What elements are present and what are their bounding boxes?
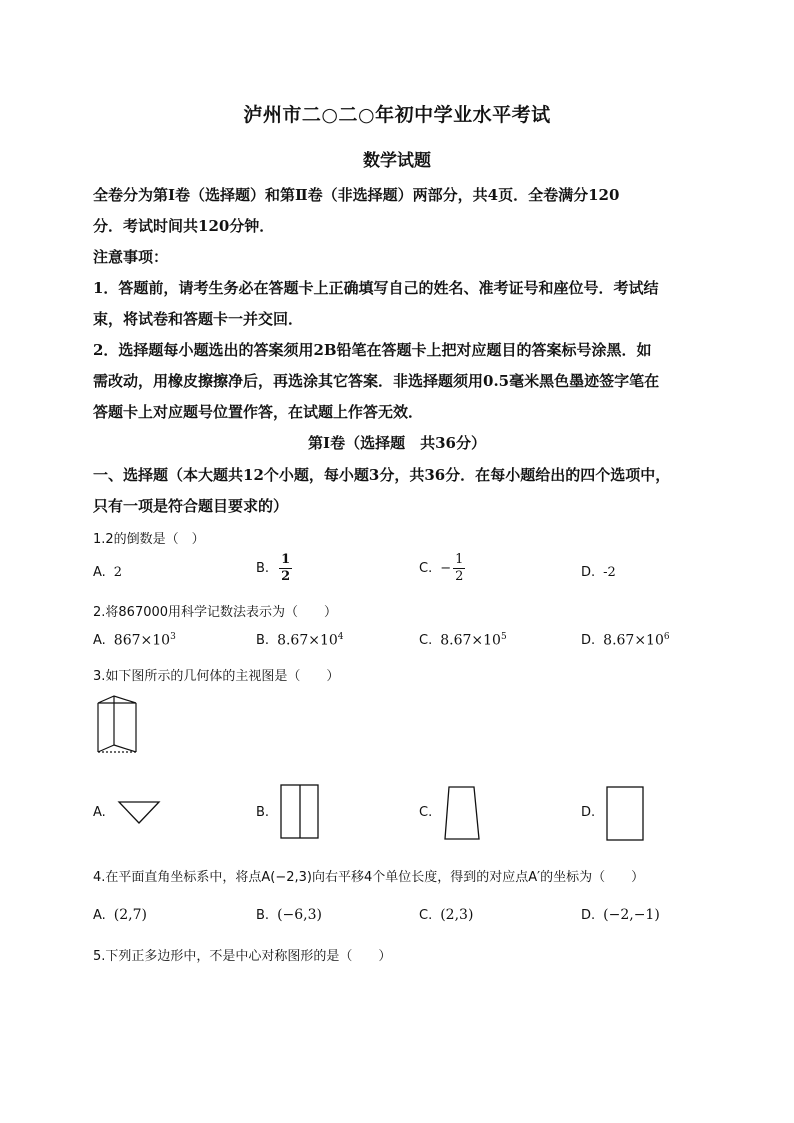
option-label: A.: [93, 565, 106, 580]
notice-title: 注意事项：: [93, 248, 169, 266]
q1-option-a: [93, 565, 122, 580]
option-text: 2: [113, 565, 123, 580]
q3-option-a: [93, 805, 114, 820]
section-title: 第Ⅰ卷（选择题 共36分）: [308, 434, 486, 452]
option-label: D.: [581, 805, 596, 820]
notice-2-line: 需改动，用橡皮擦擦净后，再选涂其它答案．非选择题须用0.5毫米黑色墨迹签字笔在: [93, 372, 660, 390]
notice-1-line: 1．答题前，请考生务必在答题卡上正确填写自己的姓名、准考证号和座位号．考试结: [93, 279, 659, 297]
option-text: (2,7): [113, 907, 147, 923]
notice-2-line: 2．选择题每小题选出的答案须用2B铅笔在答题卡上把对应题目的答案标号涂黑．如: [93, 341, 652, 359]
sci-exp: 3: [170, 632, 176, 642]
option-label: A.: [93, 908, 106, 923]
q2-option-a: [93, 632, 176, 648]
q2-option-d: [581, 632, 670, 648]
option-label: C.: [419, 561, 433, 576]
option-text: (−2,−1): [603, 907, 660, 923]
q3-option-d: [581, 805, 603, 820]
intro-line: 分．考试时间共120分钟．: [93, 217, 275, 235]
numerator: 1: [455, 552, 464, 567]
option-label: B.: [256, 908, 270, 923]
option-text: -2: [603, 565, 616, 580]
triangle-view-figure: [118, 801, 162, 825]
option-sign: −: [440, 561, 452, 576]
numerator: 1: [281, 552, 291, 567]
option-label: A.: [93, 633, 106, 649]
option-label: C.: [419, 805, 433, 820]
option-label: C.: [419, 908, 433, 923]
q1-option-b: [256, 552, 292, 585]
q2-option-b: [256, 632, 344, 648]
notice-1-line: 束，将试卷和答题卡一并交回．: [93, 310, 304, 328]
triangular-prism-figure: [95, 695, 145, 765]
option-label: C.: [419, 633, 433, 649]
sci-base: 8.67×10: [603, 632, 664, 649]
section-heading: [93, 460, 708, 522]
question-4: 4.在平面直角坐标系中，将点A(−2,3)向右平移4个单位长度，得到的对应点A′的坐标为（ ）: [93, 870, 645, 885]
sci-base: 8.67×10: [440, 632, 501, 649]
option-label: D.: [581, 565, 596, 580]
option-label: B.: [256, 561, 270, 576]
exam-title: 泸州市二○二○年初中学业水平考试: [243, 104, 551, 126]
section-heading-line: 一、选择题（本大题共12个小题，每小题3分，共36分．在每小题给出的四个选项中，: [93, 466, 671, 484]
q4-option-c: [419, 907, 473, 923]
q3-option-b: [256, 805, 277, 820]
trapezoid-figure: [444, 786, 484, 842]
option-text: (−6,3): [277, 907, 322, 923]
q4-option-d: [581, 907, 660, 923]
sci-exp: 6: [663, 632, 670, 642]
sci-exp: 5: [500, 632, 507, 642]
option-label: B.: [256, 633, 270, 649]
sci-base: 867×10: [113, 632, 171, 649]
section-heading-line: 只有一项是符合题目要求的）: [93, 497, 289, 515]
q4-option-b: [256, 907, 322, 923]
fraction: [279, 552, 292, 585]
question-5: 5.下列正多边形中，不是中心对称图形的是（ ）: [93, 949, 392, 964]
question-2: 2.将867000用科学记数法表示为（ ）: [93, 605, 338, 620]
q1-option-d: [581, 565, 616, 580]
option-label: B.: [256, 805, 270, 820]
question-1: 1.2的倒数是（ ）: [93, 532, 205, 547]
option-label: D.: [581, 908, 596, 923]
option-label: A.: [93, 805, 106, 820]
rectangle-figure: [606, 786, 646, 842]
notice-2-line: 答题卡上对应题号位置作答，在试题上作答无效．: [93, 403, 424, 421]
question-3: 3.如下图所示的几何体的主视图是（ ）: [93, 669, 340, 684]
denominator: 2: [281, 569, 291, 584]
q2-option-c: [419, 632, 507, 648]
exam-subtitle: 数学试题: [363, 151, 431, 171]
q3-option-c: [419, 805, 440, 820]
q4-option-a: [93, 907, 147, 923]
q1-option-c: [419, 552, 465, 585]
intro-line: 全卷分为第Ⅰ卷（选择题）和第Ⅱ卷（非选择题）两部分，共4页．全卷满分120: [93, 186, 620, 204]
denominator: 2: [455, 569, 464, 584]
sci-exp: 4: [337, 632, 344, 642]
intro-block: [93, 180, 708, 428]
sci-base: 8.67×10: [277, 632, 338, 649]
fraction: [453, 552, 465, 585]
option-label: D.: [581, 633, 596, 649]
split-rectangle-figure: [280, 784, 320, 840]
option-text: (2,3): [440, 907, 474, 923]
